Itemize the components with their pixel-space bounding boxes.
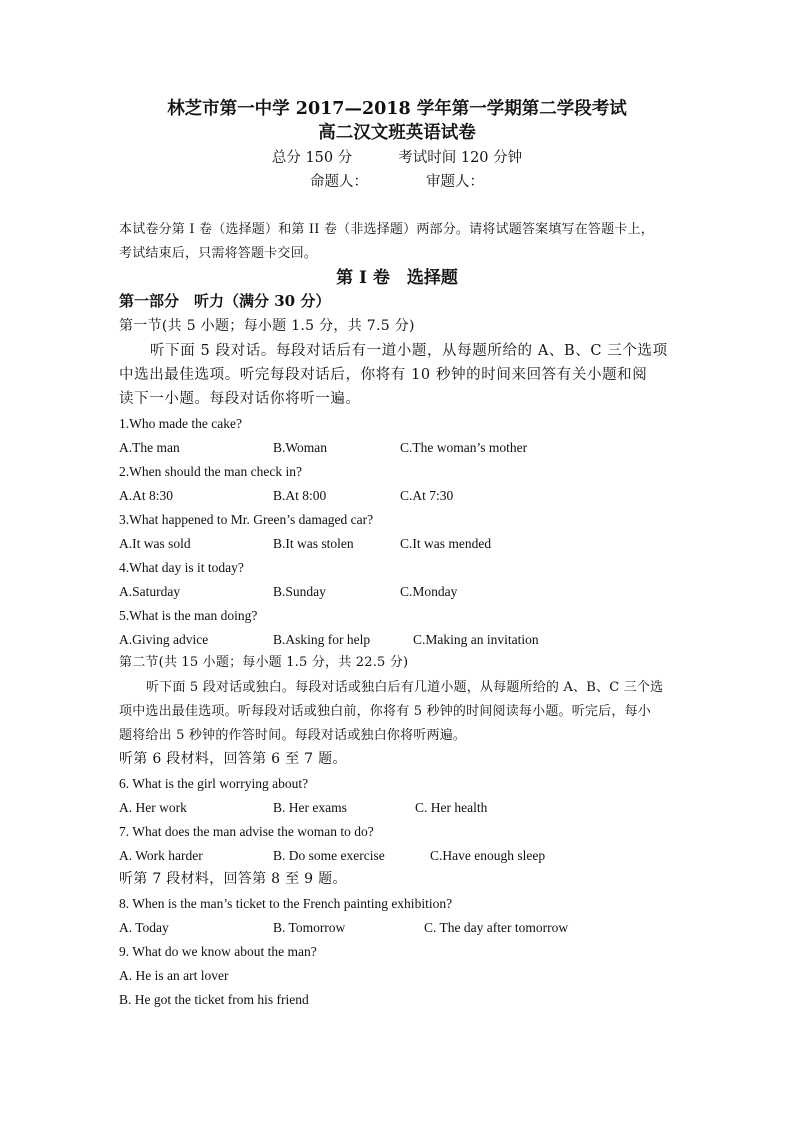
section-2-directions-1: 听下面 5 段对话或独白。每段对话或独白后有几道小题，从每题所给的 A、B、C 三个选 xyxy=(146,680,664,695)
section-2-directions-3: 题将给出 5 秒钟的作答时间。每段对话或独白你将听两遍。 xyxy=(119,728,467,743)
question-5: 5.What is the man doing? xyxy=(119,608,258,623)
q6-option-a: A. Her work xyxy=(119,800,187,815)
q5-option-b: B.Asking for help xyxy=(273,632,371,647)
section-1-directions-2: 中选出最佳选项。听完每段对话后，你将有 10 秒钟的时间来回答有关小题和阅 xyxy=(119,367,648,383)
listen-material-6: 听第 6 段材料，回答第 6 至 7 题。 xyxy=(119,751,347,767)
q4-option-b: B.Sunday xyxy=(273,584,326,599)
q7-option-b: B. Do some exercise xyxy=(273,848,385,863)
q3-option-a: A.It was sold xyxy=(119,536,191,551)
section-1-directions-1: 听下面 5 段对话。每段对话后有一道小题，从每题所给的 A、B、C 三个选项 xyxy=(150,343,668,359)
exam-time: 考试时间 120 分钟 xyxy=(398,150,523,166)
exam-title: 林芝市第一中学 2017—2018 学年第一学期第二学段考试 xyxy=(167,99,627,119)
q3-option-b: B.It was stolen xyxy=(273,536,354,551)
q7-option-a: A. Work harder xyxy=(119,848,203,863)
q2-option-c: C.At 7:30 xyxy=(400,488,454,503)
q8-option-b: B. Tomorrow xyxy=(273,920,346,935)
q9-option-a: A. He is an art lover xyxy=(119,968,229,983)
q7-option-c: C.Have enough sleep xyxy=(430,848,546,863)
setter-label: 命题人： xyxy=(310,174,368,190)
question-7: 7. What does the man advise the woman to do? xyxy=(119,824,374,839)
q2-option-a: A.At 8:30 xyxy=(119,488,173,503)
q3-option-c: C.It was mended xyxy=(400,536,492,551)
score-time-line xyxy=(0,149,794,167)
section-1-directions-3: 读下一小题。每段对话你将听一遍。 xyxy=(119,391,361,407)
question-8: 8. When is the man’s ticket to the French painting exhibition? xyxy=(119,896,453,911)
question-1: 1.Who made the cake? xyxy=(119,416,242,431)
q1-option-c: C.The woman’s mother xyxy=(400,440,528,455)
exam-subtitle: 高二汉文班英语试卷 xyxy=(318,123,476,143)
q4-option-c: C.Monday xyxy=(400,584,458,599)
setter-line xyxy=(0,173,794,191)
q1-option-a: A.The man xyxy=(119,440,180,455)
q8-option-c: C. The day after tomorrow xyxy=(424,920,569,935)
q2-option-b: B.At 8:00 xyxy=(273,488,327,503)
q5-option-c: C.Making an invitation xyxy=(413,632,539,647)
section-2-title: 第二节(共 15 小题；每小题 1.5 分，共 22.5 分) xyxy=(119,655,409,670)
section-2-directions-2: 项中选出最佳选项。听每段对话或独白前，你将有 5 秒钟的时间阅读每小题。听完后，每小 xyxy=(119,704,651,719)
q6-option-c: C. Her health xyxy=(415,800,488,815)
question-9: 9. What do we know about the man? xyxy=(119,944,317,959)
reviewer-label: 审题人： xyxy=(426,174,484,190)
q9-option-b: B. He got the ticket from his friend xyxy=(119,992,309,1007)
q4-option-a: A.Saturday xyxy=(119,584,181,599)
question-3: 3.What happened to Mr. Green’s damaged car? xyxy=(119,512,374,527)
q8-option-a: A. Today xyxy=(119,920,169,935)
intro-line-2: 考试结束后，只需将答题卡交回。 xyxy=(119,246,318,261)
total-score: 总分 150 分 xyxy=(271,150,353,166)
question-6: 6. What is the girl worrying about? xyxy=(119,776,309,791)
part-1-title: 第一部分 听力（满分 30 分） xyxy=(119,292,331,310)
volume-1-title: 第 I 卷 选择题 xyxy=(336,268,458,288)
section-1-title: 第一节(共 5 小题；每小题 1.5 分，共 7.5 分) xyxy=(119,318,415,334)
q6-option-b: B. Her exams xyxy=(273,800,347,815)
intro-line-1: 本试卷分第 I 卷（选择题）和第 II 卷（非选择题）两部分。请将试题答案填写在答题卡上， xyxy=(119,222,654,237)
q5-option-a: A.Giving advice xyxy=(119,632,209,647)
q1-option-b: B.Woman xyxy=(273,440,328,455)
question-2: 2.When should the man check in? xyxy=(119,464,302,479)
question-4: 4.What day is it today? xyxy=(119,560,244,575)
listen-material-7: 听第 7 段材料，回答第 8 至 9 题。 xyxy=(119,871,347,887)
